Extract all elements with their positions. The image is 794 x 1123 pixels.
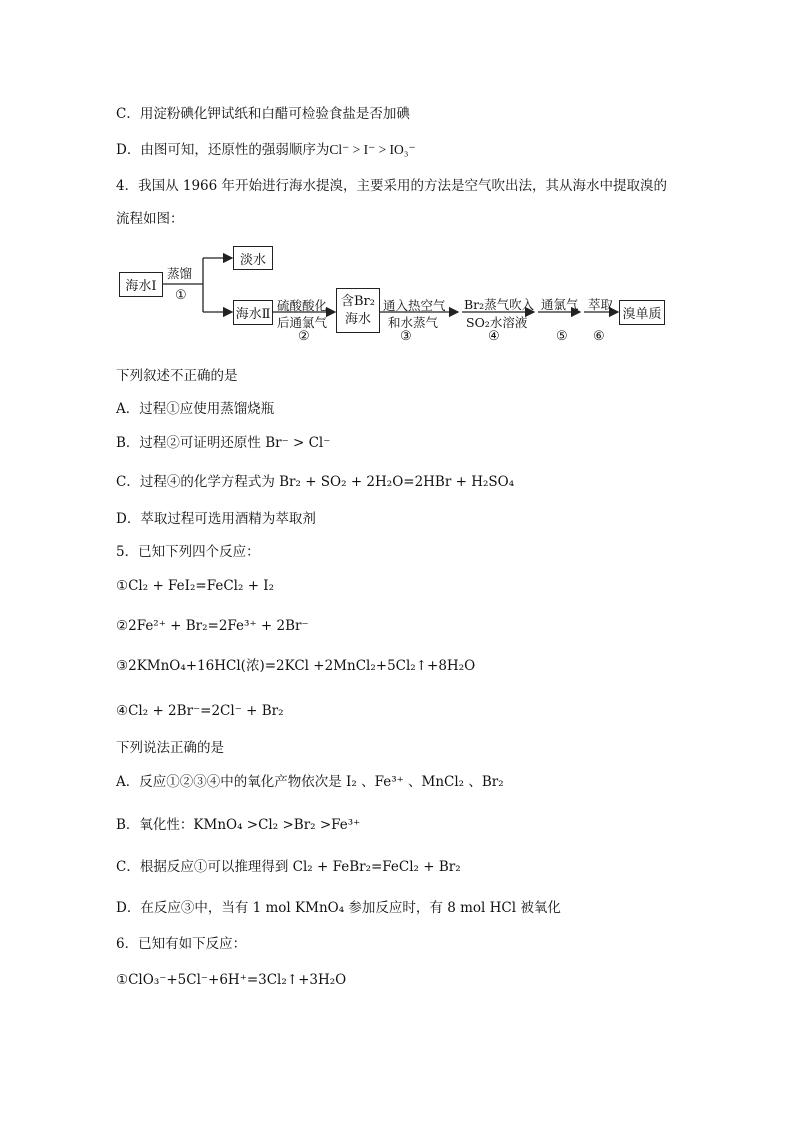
q4-stem-line2: 流程如图： [116,211,184,227]
box-seawater-2: 海水Ⅱ [233,300,273,325]
step4-label-b: SO₂水溶液 [466,315,528,330]
q4-option-d: D．萃取过程可选用酒精为萃取剂 [116,511,316,527]
q5-reaction-4: ④Cl₂ + 2Br⁻=2Cl⁻ + Br₂ [116,703,284,719]
q5-reaction-2: ②2Fe²⁺ + Br₂=2Fe³⁺ + 2Br⁻ [116,618,309,634]
q4-stem-line1: 4．我国从 1966 年开始进行海水提溴，主要采用的方法是空气吹出法，其从海水中提取溴的 [116,178,668,194]
step3-number: ③ [400,329,412,344]
step6-number: ⑥ [593,329,605,344]
q5-option-d: D．在反应③中，当有 1 mol KMnO₄ 参加反应时，有 8 mol HCl 被氧化 [116,900,561,916]
q5-option-b: B．氧化性：KMnO₄ >Cl₂ >Br₂ >Fe³⁺ [116,817,361,833]
q4-prompt: 下列叙述不正确的是 [116,368,238,384]
step3-label-b: 和水蒸气 [388,315,439,330]
q5-stem: 5．已知下列四个反应： [116,544,260,560]
step5-number: ⑤ [556,329,568,344]
q5-reaction-3: ③2KMnO₄+16HCl(浓)=2KCl +2MnCl₂+5Cl₂↑+8H₂O [116,658,476,674]
step4-label-a: Br₂蒸气吹入 [464,297,535,312]
q3-option-d-text: D．由图可知，还原性的强弱顺序为 [116,142,330,158]
q4-option-b: B．过程②可证明还原性 Br⁻ > Cl⁻ [116,435,331,451]
box-freshwater: 淡水 [233,246,273,270]
box-bromine: 溴单质 [619,300,665,325]
q5-option-a: A．反应①②③④中的氧化产物依次是 I₂ 、Fe³⁺ 、MnCl₂ 、Br₂ [116,774,504,790]
box-br-seawater [336,288,380,333]
step4-number: ④ [488,329,500,344]
step2-label-a: 硫酸酸化 [277,298,328,313]
q5-reaction-1: ①Cl₂ + FeI₂=FeCl₂ + I₂ [116,578,275,594]
q4-option-a: A．过程①应使用蒸馏烧瓶 [116,401,275,417]
q3-option-c: C．用淀粉碘化钾试纸和白醋可检验食盐是否加碘 [116,106,410,122]
step6-label: 萃取 [588,297,614,312]
step2-number: ② [298,329,310,344]
box-br-label-b: 海水 [344,311,371,327]
step1-label: 蒸馏 [167,266,193,281]
q3-option-d-formula: Cl⁻ > I⁻ > IO₃⁻ [329,142,416,157]
q6-reaction-1: ①ClO₃⁻+5Cl⁻+6H⁺=3Cl₂↑+3H₂O [116,972,347,988]
q5-prompt: 下列说法正确的是 [116,740,224,756]
box-br-label-a: 含Br₂ [341,293,375,309]
step5-label: 通氯气 [541,297,579,312]
q6-stem: 6．已知有如下反应： [116,936,247,952]
box-seawater-1: 海水Ⅰ [119,272,163,297]
step1-number: ① [175,288,187,303]
step2-label-b: 后通氯气 [277,315,328,330]
q5-option-c: C．根据反应①可以推理得到 Cl₂ + FeBr₂=FeCl₂ + Br₂ [116,859,461,875]
q4-option-c: C．过程④的化学方程式为 Br₂ + SO₂ + 2H₂O=2HBr + H₂SO₄ [116,474,515,490]
step3-label-a: 通入热空气 [383,298,446,313]
